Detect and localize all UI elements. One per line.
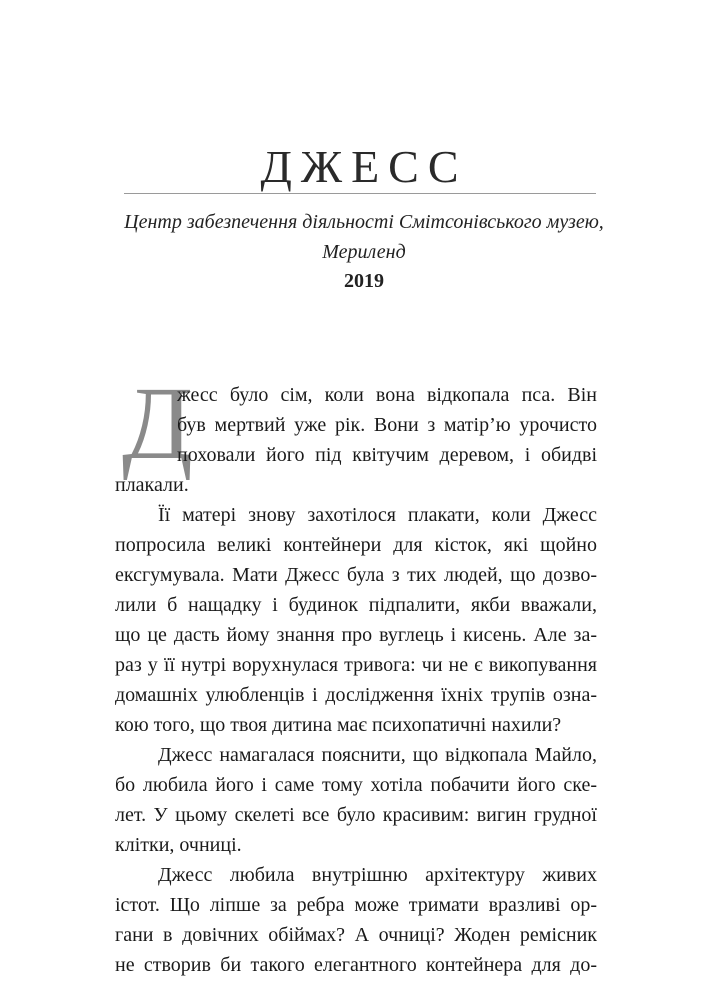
text-line: раз у її нутрі ворухнулася тривога: чи не є викопування — [115, 654, 597, 676]
text-line: плакали. — [115, 474, 189, 496]
paragraph-2 — [115, 500, 597, 740]
paragraph-1 — [115, 380, 597, 500]
text-line: жесс було сім, коли вона відкопала пса. Він — [177, 384, 597, 406]
chapter-title: ДЖЕСС — [260, 141, 468, 192]
paragraph-4 — [115, 860, 597, 980]
location-line-2: Мериленд — [322, 241, 406, 263]
text-line: бо любила його і саме тому хотіла побачити його ске- — [115, 774, 597, 796]
text-line: Джесс намагалася пояснити, що відкопала Майло, — [158, 744, 597, 766]
text-line: що це дасть йому знання про вуглець і кисень. Але за- — [115, 624, 597, 646]
text-line: лет. У цьому скелеті все було красивим: вигин грудної — [115, 804, 597, 826]
text-line: лили б нащадку і будинок підпалити, якби вважали, — [115, 594, 597, 616]
text-line: кою того, що твоя дитина має психопатичні нахили? — [115, 714, 562, 736]
text-line: Джесс любила внутрішню архітектуру живих — [158, 864, 597, 886]
text-line: гани в довічних обіймах? А очниці? Жоден ремісник — [115, 924, 597, 946]
title-divider — [124, 193, 596, 194]
text-line: Її матері знову захотілося плакати, коли Джесс — [158, 504, 597, 526]
text-line: ексгумувала. Мати Джесс була з тих людей, що дозво- — [115, 564, 597, 586]
text-line: був мертвий уже рік. Вони з матір’ю урочисто — [177, 414, 597, 436]
paragraph-3 — [115, 740, 597, 860]
location-line-1: Центр забезпечення діяльності Смітсонівського музею, — [124, 211, 604, 233]
text-line: домашніх улюбленців і дослідження їхніх трупів озна- — [115, 684, 597, 706]
text-line: попросила великі контейнери для кісток, які щойно — [115, 534, 597, 556]
text-line: істот. Що ліпше за ребра може тримати вразливі ор- — [115, 894, 597, 916]
chapter-year: 2019 — [344, 270, 384, 292]
chapter-location — [0, 207, 728, 267]
drop-cap: Д — [122, 366, 193, 481]
text-line: клітки, очниці. — [115, 834, 242, 856]
text-line: поховали його під квітучим деревом, і обидві — [177, 444, 597, 466]
text-line: не створив би такого елегантного контейнера для до- — [115, 954, 597, 976]
